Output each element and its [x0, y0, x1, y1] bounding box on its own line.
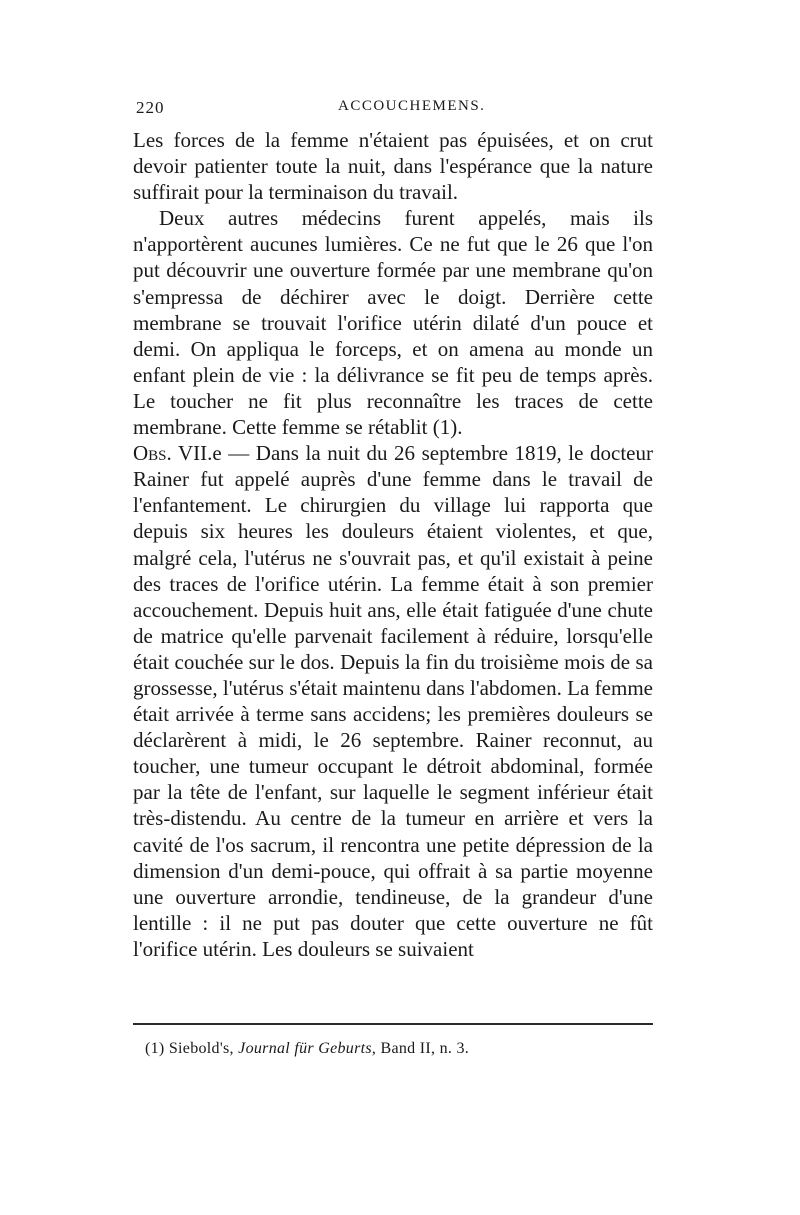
footnote-rest: , Band II, n. 3.: [371, 1040, 470, 1057]
page-body: [133, 127, 653, 962]
footnote: [145, 1040, 469, 1058]
running-title: ACCOUCHEMENS.: [338, 98, 486, 114]
page-header: [133, 98, 653, 126]
footnote-marker: (1) Siebold's,: [145, 1040, 234, 1057]
paragraph-2: Deux autres médecins furent appelés, mais ils n'apportèrent aucunes lumières. Ce ne fut que le 26 que l'on put découvrir une ouverture formée par une membrane qu'on s'empressa de déchirer avec le doigt. Derrière cette membrane se trouvait l'orifice utérin dilaté d'un pouce et demi. On appliqua le forceps, et on amena au monde un enfant plein de vie : la délivrance se fit peu de temps après. Le toucher ne fit plus reconnaître les traces de cette membrane. Cette femme se rétablit (1).: [133, 206, 653, 440]
footnote-rule: [133, 1023, 653, 1025]
paragraph-3: [133, 440, 653, 962]
observation-text: e — Dans la nuit du 26 septembre 1819, le docteur Rainer fut appelé auprès d'une femme dans le travail de l'enfantement. Le chirurgien du village lui rapporta que depuis six heures les douleurs étaient violentes, et que, malgré cela, l'utérus ne s'ouvrait pas, et qu'il existait à peine des traces de l'orifice utérin. La femme était à son premier accouchement. Depuis huit ans, elle était fatiguée d'une chute de matrice qu'elle parvenait facilement à réduire, lorsqu'elle était couchée sur le dos. Depuis la fin du troisième mois de sa grossesse, l'utérus s'était maintenu dans l'abdomen. La femme était arrivée à terme sans accidens; les premières douleurs se déclarèrent à midi, le 26 septembre. Rainer reconnut, au toucher, une tumeur occupant le détroit abdominal, formée par la tête de l'enfant, sur laquelle le segment inférieur était très-distendu. Au centre de la tumeur en arrière et vers la cavité de l'os sacrum, il rencontra une petite dépression de la dimension d'un demi-pouce, qui offrait à sa partie moyenne une ouverture arrondie, tendineuse, de la grandeur d'une lentille : il ne put pas douter que cette ouverture ne fût l'orifice utérin. Les douleurs se suivaient: [133, 441, 653, 961]
paragraph-1: Les forces de la femme n'étaient pas épuisées, et on crut devoir patienter toute la nuit, dans l'espérance que la nature suffirait pour la terminaison du travail.: [133, 128, 653, 205]
page-number: 220: [136, 98, 165, 117]
footnote-journal: Journal für Geburts: [238, 1040, 372, 1057]
body-text: [133, 127, 653, 962]
observation-label: Obs. VII.: [133, 441, 213, 466]
